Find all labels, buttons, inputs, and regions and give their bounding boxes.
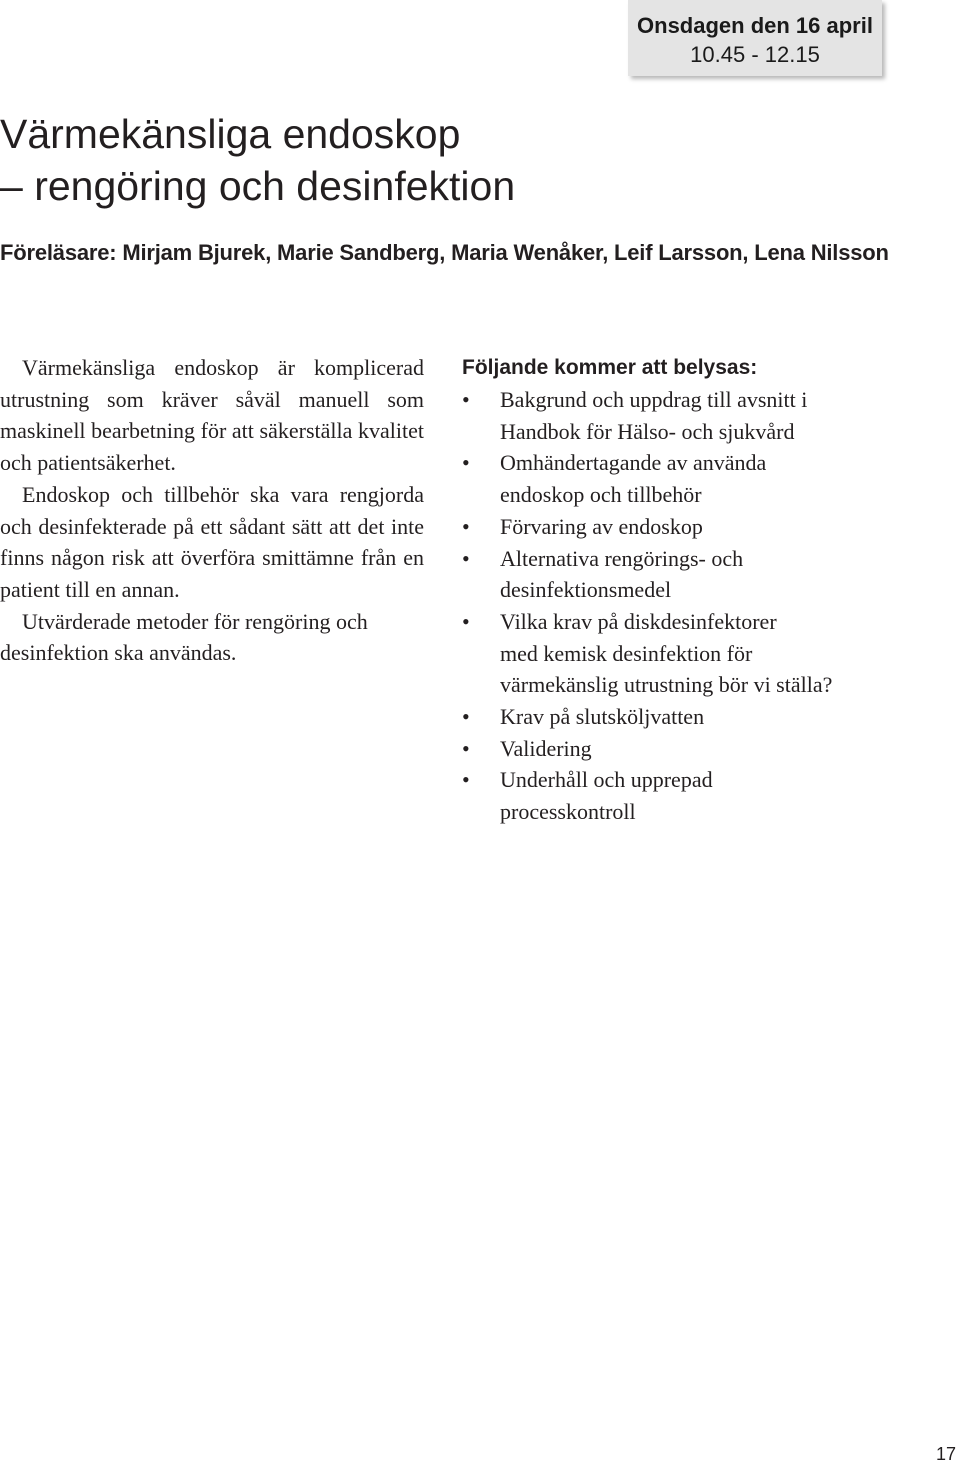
list-item-text: Alternativa rengörings- och	[500, 545, 744, 571]
list-item-text: med kemisk desinfektion för	[500, 640, 753, 666]
list-item-text: Krav på slutsköljvatten	[500, 704, 705, 730]
bullet-icon: •	[462, 387, 470, 412]
session-date-box	[628, 0, 882, 76]
bullet-icon: •	[462, 767, 470, 793]
topics-heading: Följande kommer att belysas:	[462, 356, 758, 379]
page-title	[0, 108, 515, 212]
intro-paragraph: Endoskop och tillbehör ska vara rengjorda och desinfekterade på ett sådant sätt att det inte finns någon risk att överföra smittämne från en patient till en annan.	[0, 481, 424, 602]
bullet-icon: •	[462, 704, 470, 730]
bullet-icon: •	[462, 545, 470, 571]
list-item-text: desinfektionsmedel	[500, 577, 672, 603]
bullet-icon: •	[462, 735, 470, 761]
intro-paragraph: Värmekänsliga endoskop är komplicerad utrustning som kräver såväl manuell som maskinell bearbetning för att säkerställa kvalitet och patientsäkerhet.	[0, 355, 424, 476]
topics-list	[462, 384, 932, 828]
bullet-icon: •	[462, 450, 470, 476]
list-item-text: Förvaring av endoskop	[500, 513, 703, 539]
session-day: Onsdagen den 16 april	[637, 13, 873, 38]
bullet-icon: •	[462, 513, 470, 539]
list-item-text: Validering	[500, 735, 592, 761]
list-item-text: Vilka krav på diskdesinfektorer	[500, 608, 777, 634]
list-item	[462, 701, 932, 733]
list-item-text: Underhåll och upprepad	[500, 767, 713, 793]
list-item	[462, 511, 932, 543]
list-item-text: endoskop och tillbehör	[500, 482, 702, 508]
list-item	[462, 447, 932, 510]
intro-text	[0, 352, 424, 669]
list-item-text: processkontroll	[500, 799, 636, 825]
page-number: 17	[935, 1444, 956, 1464]
session-time: 10.45 - 12.15	[690, 42, 820, 67]
list-item	[462, 384, 932, 447]
list-item-text: Omhändertagande av använda	[500, 450, 767, 476]
list-item-text: Bakgrund och uppdrag till avsnitt i	[500, 387, 808, 412]
title-line-2: – rengöring och desinfektion	[0, 163, 516, 209]
list-item-text: värmekänslig utrustning bör vi ställa?	[500, 672, 833, 698]
intro-paragraph: Utvärderade metoder för rengöring och desinfektion ska användas.	[0, 608, 368, 666]
list-item	[462, 606, 932, 701]
title-line-1: Värmekänsliga endoskop	[0, 111, 461, 157]
list-item	[462, 733, 932, 765]
topics-section	[462, 352, 932, 828]
list-item	[462, 543, 932, 606]
list-item-text: Handbok för Hälso- och sjukvård	[500, 418, 795, 444]
bullet-icon: •	[462, 608, 470, 634]
speakers-line: Föreläsare: Mirjam Bjurek, Marie Sandberg, Maria Wenåker, Leif Larsson, Lena Nilsson	[0, 240, 889, 265]
list-item	[462, 764, 932, 827]
